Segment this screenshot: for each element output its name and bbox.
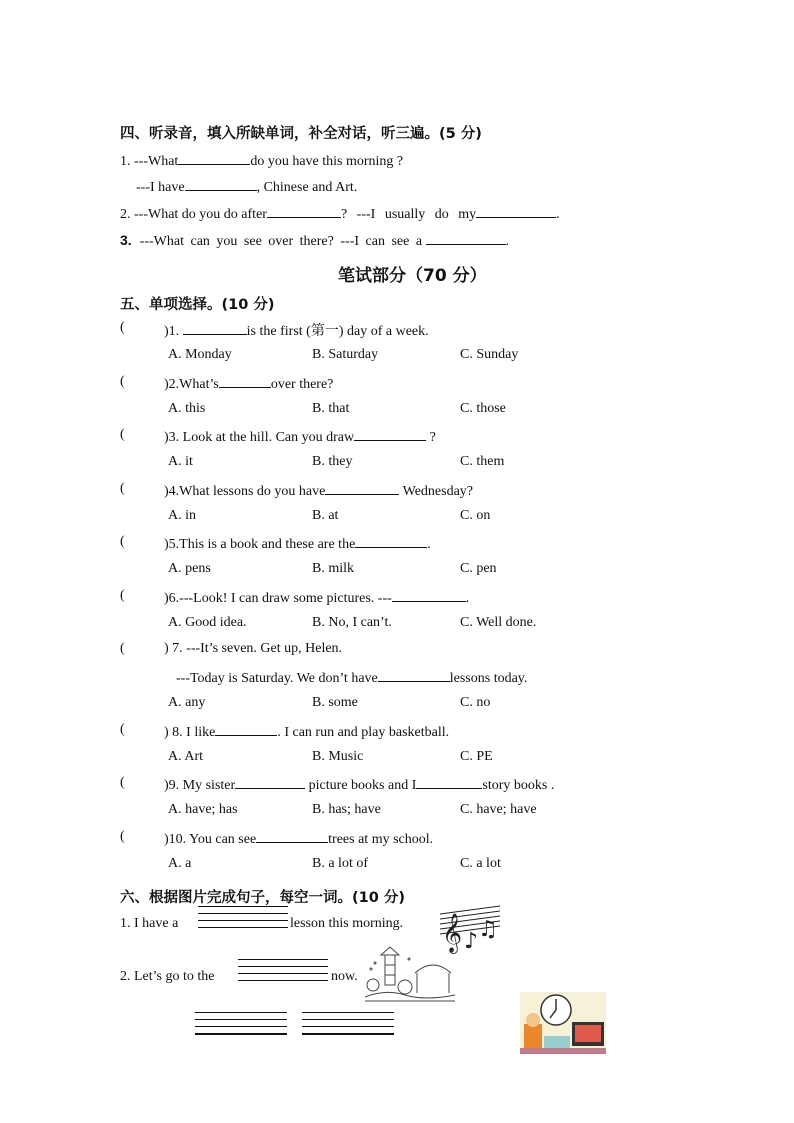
four-line-blank[interactable] — [195, 1012, 287, 1041]
option-c[interactable]: C. on — [460, 507, 491, 523]
four-line-blank[interactable] — [238, 959, 328, 987]
question-text: )3. Look at the hill. Can you draw — [164, 430, 355, 445]
question-text: Wednesday? — [399, 483, 474, 499]
question-text: . I can run and play basketball. — [277, 724, 450, 740]
question-text: . — [427, 537, 431, 552]
s4-q3 — [120, 231, 509, 250]
answer-blank[interactable] — [476, 204, 556, 218]
option-a[interactable]: A. pens — [168, 561, 211, 576]
option-b[interactable]: B. they — [312, 454, 353, 469]
option-a[interactable]: A. Good idea. — [168, 614, 247, 630]
question-stem-line2 — [176, 668, 527, 687]
question-stem — [164, 829, 433, 848]
clock-tv-scene-icon — [520, 992, 606, 1054]
question-stem — [164, 722, 449, 741]
answer-blank[interactable] — [416, 775, 482, 789]
answer-paren[interactable]: ( — [120, 480, 125, 496]
option-c[interactable]: C. no — [460, 695, 491, 710]
s4-q1-post: do you have this morning ? — [250, 154, 404, 169]
question-stem — [164, 374, 333, 393]
question-text: lessons today. — [449, 671, 528, 686]
answer-blank[interactable] — [354, 427, 426, 441]
question-stem — [164, 588, 469, 607]
option-a[interactable]: A. this — [168, 400, 206, 416]
s4-q2-pre: 2. ---What do you do after — [120, 207, 267, 222]
answer-blank[interactable] — [392, 588, 466, 602]
option-b[interactable]: B. Music — [312, 748, 364, 764]
question-text: trees at my school. — [328, 831, 434, 847]
question-text: story books . — [482, 778, 555, 793]
option-a[interactable]: A. it — [168, 454, 193, 469]
question-text: )4.What lessons do you have — [164, 483, 326, 499]
answer-blank[interactable] — [215, 722, 277, 736]
question-text: . — [465, 590, 470, 606]
option-a[interactable]: A. a — [168, 855, 192, 871]
answer-blank[interactable] — [267, 204, 341, 218]
option-a[interactable]: A. in — [168, 507, 196, 523]
answer-blank[interactable] — [178, 151, 250, 165]
s4-q2-post: . — [556, 207, 560, 222]
answer-blank[interactable] — [426, 231, 506, 245]
s4-q3-post: . — [505, 234, 510, 249]
s6-q1-pre: 1. I have a — [120, 916, 179, 931]
section5-header: 五、单项选择。(10 分) — [120, 297, 275, 313]
s6-q1-post: lesson this morning. — [290, 916, 404, 931]
answer-blank[interactable] — [256, 829, 328, 843]
question-text: )1. — [164, 324, 183, 339]
question-stem — [164, 641, 342, 657]
four-line-blank[interactable] — [302, 1012, 394, 1041]
s6-q2-pre: 2. Let’s go to the — [120, 969, 215, 984]
question-stem — [164, 320, 429, 340]
s4-q1b-post: , Chinese and Art. — [256, 180, 358, 195]
option-b[interactable]: B. some — [312, 695, 358, 710]
option-b[interactable]: B. that — [312, 400, 350, 416]
answer-paren[interactable]: ( — [120, 534, 125, 549]
answer-paren[interactable]: ( — [120, 775, 125, 790]
answer-paren[interactable]: ( — [120, 320, 125, 335]
question-text: ? — [426, 430, 436, 445]
section4-header: 四、听录音，填入所缺单词，补全对话，听三遍。(5 分) — [120, 126, 482, 142]
s4-q1-line2 — [136, 177, 357, 196]
answer-blank[interactable] — [235, 775, 305, 789]
option-c[interactable]: C. a lot — [460, 855, 501, 871]
answer-paren[interactable]: ( — [120, 427, 125, 442]
question-stem — [164, 481, 473, 500]
park-scene-icon — [365, 945, 455, 1003]
question-text: )10. You can see — [164, 831, 257, 847]
answer-blank[interactable] — [325, 481, 399, 495]
question-text: picture books and I — [305, 778, 417, 793]
question-text: )9. My sister — [164, 778, 236, 793]
s4-q3-text: ---What can you see over there? ---I can see a — [139, 234, 423, 249]
answer-paren[interactable]: ( — [120, 828, 125, 844]
answer-blank[interactable] — [185, 177, 257, 191]
question-stem — [164, 534, 431, 553]
answer-paren[interactable]: ( — [120, 641, 125, 656]
answer-paren[interactable]: ( — [120, 587, 125, 603]
option-a[interactable]: A. any — [168, 695, 206, 710]
question-text: )2.What’s — [164, 376, 219, 392]
option-c[interactable]: C. them — [460, 454, 505, 469]
option-b[interactable]: B. Saturday — [312, 347, 379, 362]
section6-header: 六、根据图片完成句子，每空一词。(10 分) — [120, 890, 405, 906]
question-text: ) 8. I like — [164, 724, 216, 740]
option-c[interactable]: C. pen — [460, 561, 497, 576]
option-c[interactable]: C. Sunday — [460, 347, 519, 362]
written-part-title: 笔试部分（70 分） — [338, 266, 487, 286]
question-text: ---Today is Saturday. We don’t have — [176, 671, 378, 686]
question-text: )6.---Look! I can draw some pictures. --- — [164, 590, 392, 606]
s6-q2-post: now. — [331, 969, 358, 984]
option-b[interactable]: B. has; have — [312, 802, 381, 817]
answer-paren[interactable]: ( — [120, 373, 125, 389]
answer-blank[interactable] — [183, 321, 247, 335]
s4-q1-line1 — [120, 151, 403, 170]
svg-text:𝄞: 𝄞 — [442, 913, 463, 953]
option-b[interactable]: B. No, I can’t. — [312, 614, 392, 630]
s4-q3-num: 3. — [120, 232, 132, 248]
answer-paren[interactable]: ( — [120, 721, 125, 737]
answer-blank[interactable] — [219, 374, 271, 388]
option-b[interactable]: B. milk — [312, 561, 355, 576]
question-text: over there? — [270, 376, 334, 392]
option-a[interactable]: A. have; has — [168, 802, 238, 817]
question-text: is the first (第一) day of a week. — [246, 324, 429, 339]
answer-blank[interactable] — [355, 534, 427, 548]
four-line-blank[interactable] — [198, 906, 288, 934]
question-text: )5.This is a book and these are the — [164, 537, 356, 552]
s4-q1b-pre: ---I have — [136, 180, 185, 195]
question-stem — [164, 427, 436, 446]
option-c[interactable]: C. Well done. — [460, 614, 537, 630]
question-stem — [164, 775, 554, 794]
option-c[interactable]: C. PE — [460, 748, 493, 764]
question-text: ) 7. ---It’s seven. Get up, Helen. — [164, 641, 343, 656]
svg-text:♪: ♪ — [464, 929, 479, 954]
option-c[interactable]: C. have; have — [460, 802, 537, 817]
option-b[interactable]: B. at — [312, 507, 339, 523]
s4-q2-mid: ? ---I usually do my — [340, 207, 477, 222]
svg-text:♫: ♫ — [478, 917, 498, 942]
option-a[interactable]: A. Art — [168, 748, 203, 764]
s4-q2 — [120, 204, 560, 223]
option-a[interactable]: A. Monday — [168, 347, 232, 362]
option-b[interactable]: B. a lot of — [312, 855, 368, 871]
option-c[interactable]: C. those — [460, 400, 506, 416]
answer-blank[interactable] — [378, 668, 450, 682]
s4-q1-pre: 1. ---What — [120, 154, 179, 169]
